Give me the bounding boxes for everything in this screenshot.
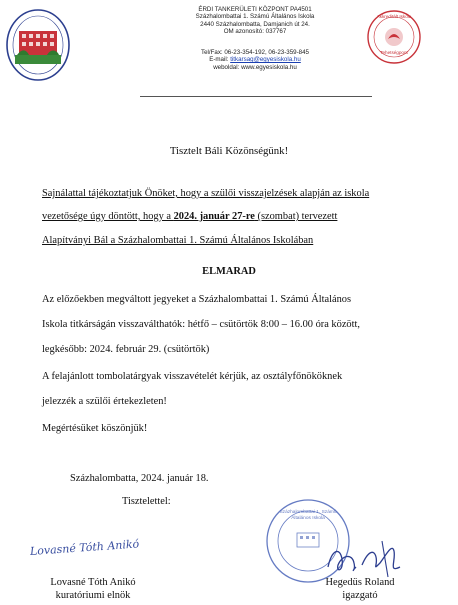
paragraph-2-line-1: Az előzőekben megváltott jegyeket a Százhalombattai 1. Számú Általános [42, 294, 352, 305]
left-signatory-role: kuratóriumi elnök [55, 590, 131, 601]
org-line-1: ÉRDI TANKERÜLETI KÖZPONT PA4501 [198, 6, 312, 13]
email-line [150, 56, 360, 63]
web-link[interactable]: www.egyesiskola.hu [241, 63, 297, 71]
address: 2440 Százhalombatta, Damjanich út 24. [200, 20, 310, 28]
thanks: Megértésüket köszönjük! [42, 423, 148, 434]
p1-line2-a: vezetősége úgy döntött, hogy a [42, 211, 174, 222]
left-signature-script: Lovasné Tóth Anikó [29, 537, 140, 558]
paragraph-1-line-1 [42, 187, 369, 200]
cancelled-heading: ELMARAD [202, 266, 256, 277]
place-date: Százhalombatta, 2024. január 18. [70, 473, 209, 484]
school-logo [5, 7, 71, 83]
school-header [150, 6, 360, 71]
regards: Tisztelettel: [122, 496, 171, 507]
paragraph-3-line-1: A felajánlott tombolatárgyak visszavételét kérjük, az osztályfőnököknek [42, 371, 343, 382]
paragraph-2-line-2: Iskola titkárságán visszaválthatók: hétfő – csütörtök 8:00 – 16.00 óra között, [42, 319, 361, 330]
left-signature [30, 537, 140, 558]
stamp-text: Százhalombattai 1. Számú Általános Iskola [279, 510, 337, 521]
badge-bottom-text: Tehetségpont [380, 50, 408, 55]
email-link[interactable]: titkarsag@egyesiskola.hu [230, 56, 301, 64]
badge-top-text: Akkreditált Iskola [376, 14, 412, 19]
org-line-2: Százhalombattai 1. Számú Általános Iskola [195, 13, 315, 21]
p1-line1-text: Sajnálattal tájékoztatjuk Önöket, hogy a szülői visszajelzések alapján az iskola [42, 188, 370, 199]
web-label: weboldal: [213, 63, 240, 71]
left-signatory-name: Lovasné Tóth Anikó [50, 577, 136, 588]
right-signatory-name: Hegedüs Roland [325, 577, 395, 588]
paragraph-1-line-3 [42, 234, 313, 247]
right-signatory-role: igazgató [342, 590, 378, 601]
salutation: Tisztelt Báli Közönségünk! [169, 145, 289, 157]
paragraph-3-line-2: jelezzék a szülői értekezleten! [42, 396, 167, 407]
header-divider [140, 96, 372, 97]
web-line [150, 64, 360, 71]
right-signature [322, 537, 408, 581]
p1-line2-b: (szombat) tervezett [254, 211, 338, 222]
phone: Tel/Fax: 06-23-354-192, 06-23-359-845 [200, 49, 309, 57]
paragraph-2-line-3: legkésőbb: 2024. február 29. (csütörtök) [42, 344, 210, 355]
paragraph-1-line-2 [42, 210, 337, 223]
event-date: 2024. január 27-re [173, 211, 255, 222]
om-id: OM azonosító: 037767 [223, 27, 287, 35]
p1-line3-text: Alapítványi Bál a Százhalombattai 1. Számú Általános Iskolában [42, 235, 314, 246]
email-label: E-mail: [209, 56, 229, 64]
